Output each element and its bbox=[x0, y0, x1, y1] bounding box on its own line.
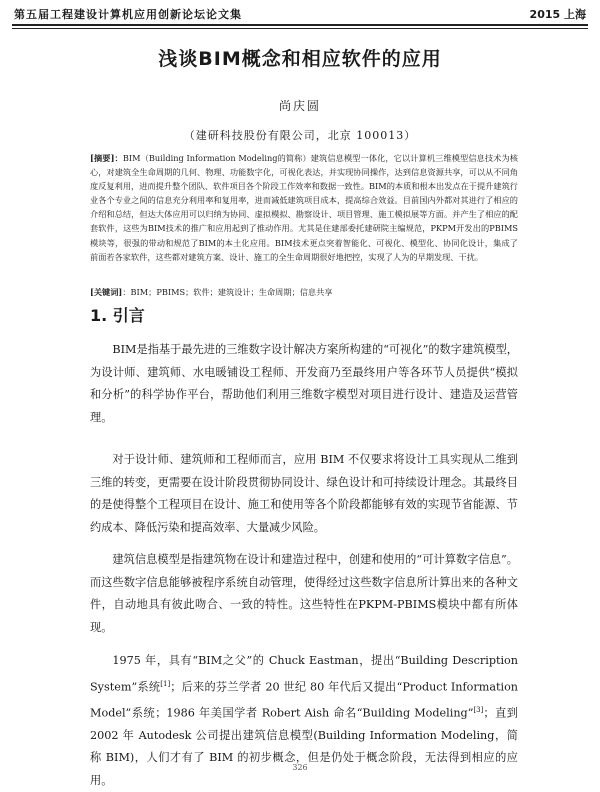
keywords bbox=[90, 287, 518, 298]
author-affiliation: （建研科技股份有限公司，北京 100013） bbox=[183, 129, 417, 142]
header-year-location: 2015 上海 bbox=[529, 8, 586, 21]
keywords-label: [关键词] bbox=[90, 287, 123, 297]
header-rule-thin bbox=[12, 28, 588, 29]
section-heading-introduction: 1. 引言 bbox=[90, 306, 145, 325]
header-rule-thick bbox=[12, 24, 588, 26]
keywords-text: ：BIM；PBIMS；软件；建筑设计；生命周期；信息共享 bbox=[122, 287, 333, 297]
author-name: 尚庆圆 bbox=[278, 99, 321, 113]
citation-ref-1[interactable]: [1] bbox=[160, 679, 171, 688]
citation-ref-3[interactable]: [3] bbox=[473, 705, 484, 714]
abstract bbox=[90, 151, 518, 264]
intro-paragraph-2: 对于设计师、建筑师和工程师而言，应用 BIM 不仅要求将设计工具实现从二维到三维的转变，更需要在设计阶段贯彻协同设计、绿色设计和可持续设计理念。其最终目的是使得整个工程项目在设计、施工和使用等各个阶段都能够有效的实现节省能源、节约成本、降低污染和提高效率、大量减少风险。 bbox=[90, 453, 518, 534]
page-number: 326 bbox=[292, 763, 308, 772]
intro-paragraph-3: 建筑信息模型是指建筑物在设计和建造过程中，创建和使用的“可计算数字信息”。而这些数字信息能够被程序系统自动管理，使得经过这些数字信息所计算出来的各种文件，自动地具有彼此吻合、一致的特性。这些特性在PKPM-PBIMS模块中都有所体现。 bbox=[90, 553, 518, 634]
header-proceedings-title: 第五届工程建设计算机应用创新论坛论文集 bbox=[14, 8, 242, 21]
p4-text-c: ；直到 2002 年 Autodesk 公司提出建筑信息模型(Building Information Modeling，简称 BIM)，人们才有了 BIM 的初步概念，但是仍处于概念阶段，无法得到相应的应用。 bbox=[90, 706, 518, 787]
running-header bbox=[14, 6, 586, 22]
paper-title: 浅谈BIM概念和相应软件的应用 bbox=[158, 48, 442, 70]
intro-paragraph-1: BIM是指基于最先进的三维数字设计解决方案所构建的“可视化”的数字建筑模型，为设计师、建筑师、水电暖铺设工程师、开发商乃至最终用户等各环节人员提供“模拟和分析”的科学协作平台，帮助他们利用三维数字模型对项目进行设计、建造及运营管理。 bbox=[90, 343, 518, 424]
p4-text-b: ；后来的芬兰学者 20 世纪 80 年代后又提出“Product Information Model”系统；1986 年美国学者 Robert Aish 命名“Building Modeling” bbox=[90, 680, 519, 720]
abstract-text: BIM（Building Information Modeling的简称）建筑信息模型一体化，它以计算机三维模型信息技术为核心，对建筑全生命周期的几何、物理、功能数字化，可视化表达，并实现协同操作，达到信息资源共享，可以从不同角度反复利用，进而提升整个团队、软件项目各个阶段工作效率和数据一致性。BIM的本质和根本出发点在于提升建筑行业各个专业之间的信息充分利用率和复用率，进而减低建筑项目成本，提高综合效益。目前国内外都对其进行了相应的介绍和总结，但达大体应用可以归纳为协同、虚拟模拟、勘察设计、项目管理、施工模拟展等方面。并产生了相应的配套软件，这些为BIM技术的推广和应用起到了推动作用。尤其是住建部委托建研院主编规范，PKPM开发出的PBIMS模块等，很强的带动和规范了BIM的本土化应用。BIM技术更点突着智能化、可视化、模型化、协同化设计，集成了前面若各家软件，这些都对建筑方案、设计、施工的全生命周期很好地把控，实现了人为的早期发现、干扰。 bbox=[90, 153, 518, 262]
p4-text-a: 1975 年，具有“BIM之父”的 Chuck Eastman，提出“Building Description System”系统 bbox=[90, 654, 518, 694]
abstract-label: [摘要]： bbox=[90, 153, 123, 163]
